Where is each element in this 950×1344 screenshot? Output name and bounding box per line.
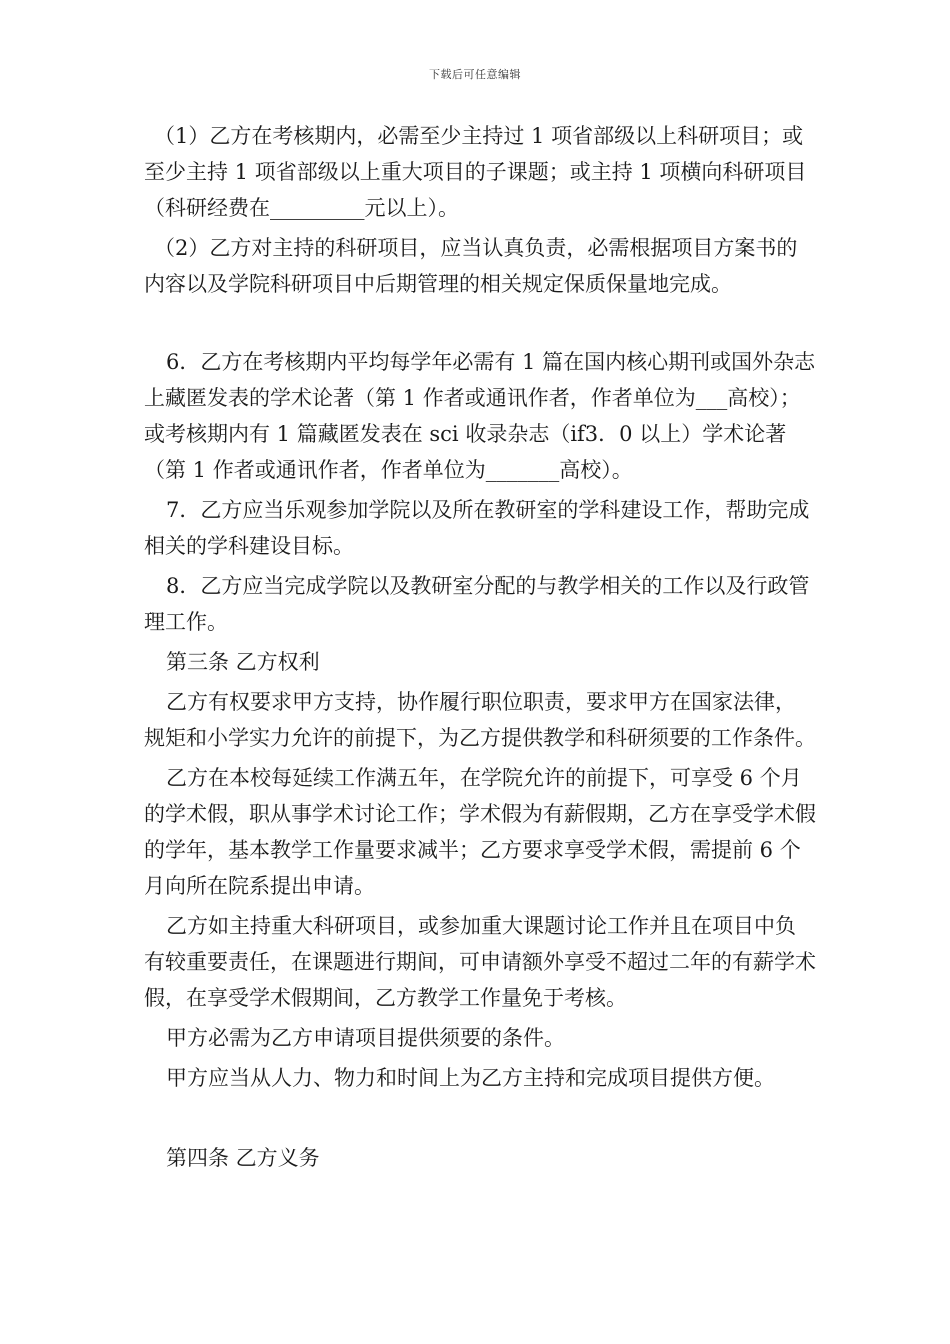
paragraph-spacer xyxy=(144,306,816,344)
paragraph-item-6-publication: 6．乙方在考核期内平均每学年必需有 1 篇在国内核心期刊或国外杂志上藏匿发表的学术论著（第 1 作者或通讯作者，作者单位为___高校）；或考核期内有 1 篇藏匿发表在 sci 收录杂志（if3．0 以上）学术论著（第 1 作者或通讯作者，作者单位为_______高校）。 xyxy=(144,350,816,482)
document-body xyxy=(144,118,816,1180)
section-heading-article-4: 第四条 乙方义务 xyxy=(166,1146,320,1170)
paragraph-party-a-convenience: 甲方应当从人力、物力和时间上为乙方主持和完成项目提供方便。 xyxy=(166,1066,775,1090)
section-heading-article-3: 第三条 乙方权利 xyxy=(166,650,320,674)
paragraph-rights-support: 乙方有权要求甲方支持，协作履行职位职责，要求甲方在国家法律，规矩和小学实力允许的前提下，为乙方提供教学和科研须要的工作条件。 xyxy=(144,690,816,750)
page-header-note: 下载后可任意编辑 xyxy=(429,68,521,81)
paragraph-rights-extra-leave: 乙方如主持重大科研项目，或参加重大课题讨论工作并且在项目中负有较重要责任，在课题进行期间，可申请额外享受不超过二年的有薪学术假，在享受学术假期间，乙方教学工作量免于考核。 xyxy=(144,914,816,1010)
paragraph-item-7-discipline: 7．乙方应当乐观参加学院以及所在教研室的学科建设工作，帮助完成相关的学科建设目标。 xyxy=(144,498,810,558)
paragraph-rights-sabbatical: 乙方在本校每延续工作满五年，在学院允许的前提下，可享受 6 个月的学术假，职从事学术讨论工作；学术假为有薪假期，乙方在享受学术假的学年，基本教学工作量要求减半；乙方要求享受学术假，需提前 6 个月向所在院系提出申请。 xyxy=(144,766,816,898)
paragraph-research-responsibility: （2）乙方对主持的科研项目，应当认真负责，必需根据项目方案书的内容以及学院科研项目中后期管理的相关规定保质保量地完成。 xyxy=(144,236,798,296)
paragraph-research-project-requirement: （1）乙方在考核期内，必需至少主持过 1 项省部级以上科研项目；或至少主持 1 项省部级以上重大项目的子课题；或主持 1 项横向科研项目（科研经费在_________元以上）。 xyxy=(144,124,807,220)
paragraph-spacer xyxy=(144,1100,816,1140)
paragraph-item-8-admin: 8．乙方应当完成学院以及教研室分配的与教学相关的工作以及行政管理工作。 xyxy=(144,574,810,634)
paragraph-party-a-conditions: 甲方必需为乙方申请项目提供须要的条件。 xyxy=(166,1026,565,1050)
